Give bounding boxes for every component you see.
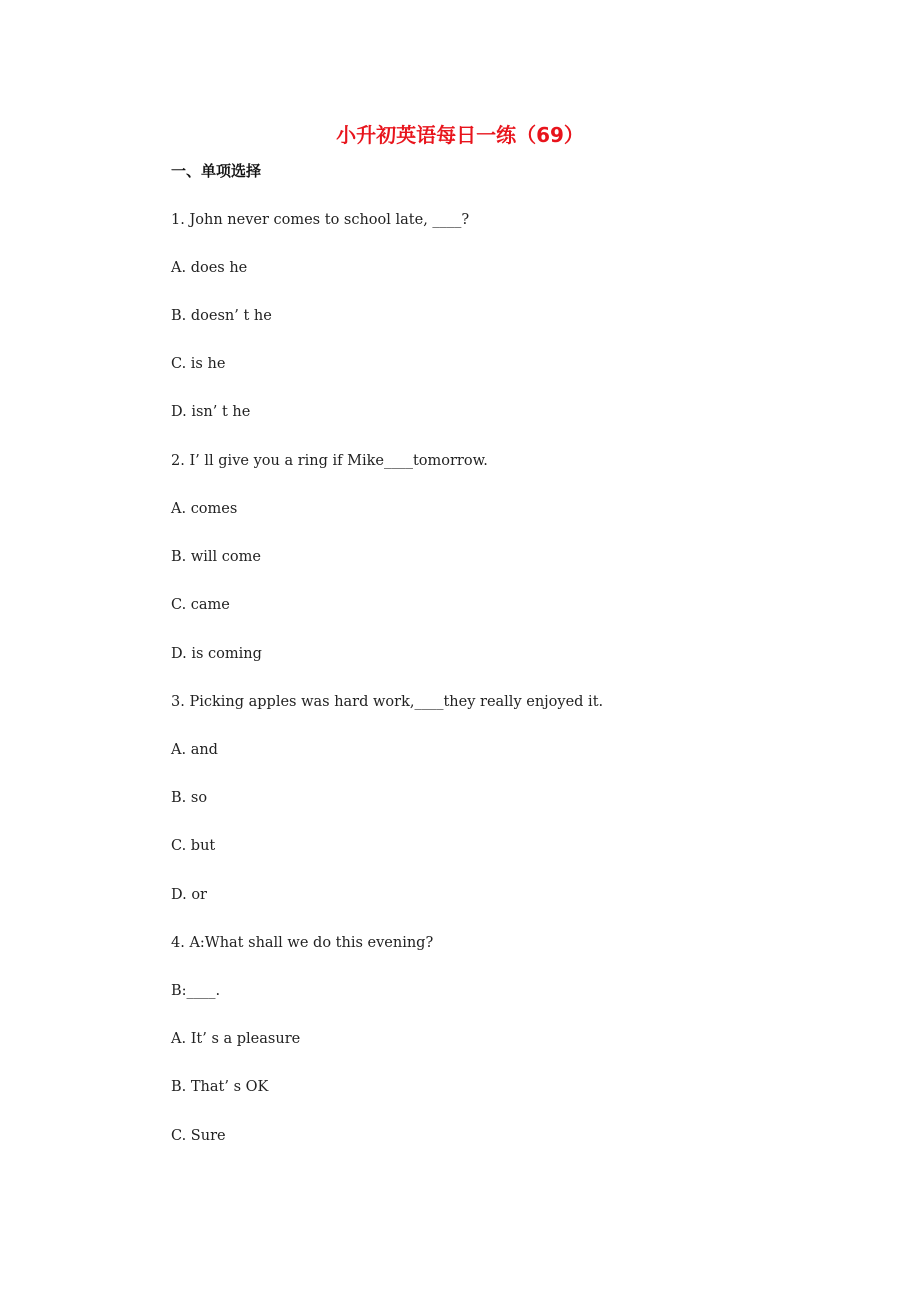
question-4-option-c: C. Sure <box>171 1128 226 1144</box>
question-1-option-c: C. is he <box>171 356 226 372</box>
question-1-option-a: A. does he <box>171 260 248 276</box>
question-2-option-d: D. is coming <box>171 646 262 662</box>
question-1-option-d: D. isn’ t he <box>171 404 251 420</box>
question-4-option-b: B. That’ s OK <box>171 1079 269 1095</box>
question-3-option-c: C. but <box>171 838 216 854</box>
question-2-option-a: A. comes <box>171 501 238 517</box>
question-1-option-b: B. doesn’ t he <box>171 308 272 324</box>
question-2-option-c: C. came <box>171 597 230 613</box>
question-4-text: 4. A:What shall we do this evening? <box>171 935 434 951</box>
question-3-option-b: B. so <box>171 790 208 806</box>
question-3-option-d: D. or <box>171 887 207 903</box>
question-3-text: 3. Picking apples was hard work,____they really enjoyed it. <box>171 694 604 710</box>
question-1-text: 1. John never comes to school late, ____? <box>171 212 470 228</box>
question-4-dialogue-b: B:____. <box>171 983 221 999</box>
question-2-text: 2. I’ ll give you a ring if Mike____tomorrow. <box>171 453 488 469</box>
page-title: 小升初英语每日一练（69） <box>336 123 584 147</box>
question-2-option-b: B. will come <box>171 549 261 565</box>
section-heading: 一、单项选择 <box>171 162 262 180</box>
question-4-option-a: A. It’ s a pleasure <box>171 1031 301 1047</box>
question-3-option-a: A. and <box>171 742 218 758</box>
